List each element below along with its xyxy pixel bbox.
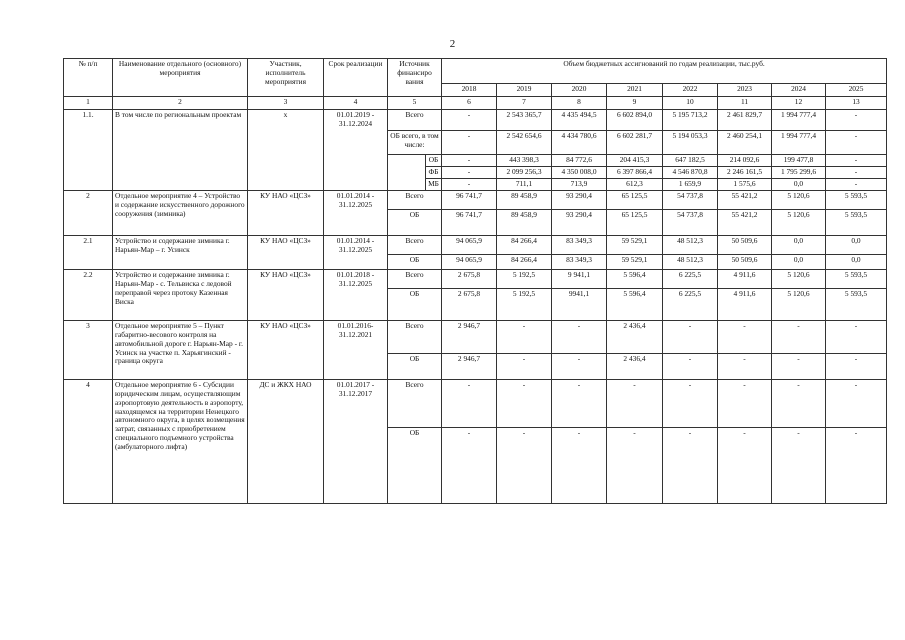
funding-source: ОБ	[426, 155, 442, 167]
column-number: 8	[552, 97, 607, 110]
table-row	[64, 190, 887, 209]
budget-table	[63, 58, 887, 504]
year-amount: 204 415,3	[607, 155, 663, 167]
header-period: Срок реализации	[324, 59, 388, 97]
year-amount: 54 737,8	[663, 209, 718, 235]
year-header: 2020	[552, 84, 607, 97]
funding-source: ОБ	[388, 254, 442, 269]
header-executor: Участник, исполнитель мероприятия	[248, 59, 324, 97]
funding-source: Всего	[388, 269, 442, 288]
year-amount: 2 542 654,6	[497, 131, 552, 155]
table-row	[64, 379, 887, 427]
year-amount: 50 509,6	[718, 254, 772, 269]
year-amount: 2 436,4	[607, 320, 663, 353]
year-amount: 6 602 894,0	[607, 110, 663, 131]
year-amount: 5 194 053,3	[663, 131, 718, 155]
year-amount: 2 675,8	[442, 269, 497, 288]
year-amount: -	[663, 353, 718, 379]
funding-source: Всего	[388, 110, 442, 131]
source-indent	[388, 155, 426, 191]
year-amount: 214 092,6	[718, 155, 772, 167]
table-row	[64, 269, 887, 288]
column-number: 6	[442, 97, 497, 110]
year-amount: -	[442, 178, 497, 190]
funding-source: ФБ	[426, 166, 442, 178]
column-number: 13	[826, 97, 887, 110]
year-amount: 2 460 254,1	[718, 131, 772, 155]
year-amount: 2 946,7	[442, 320, 497, 353]
year-amount: 4 435 494,5	[552, 110, 607, 131]
year-amount: -	[663, 379, 718, 427]
year-amount: 65 125,5	[607, 190, 663, 209]
year-amount: 55 421,2	[718, 190, 772, 209]
year-amount: 0,0	[772, 254, 826, 269]
implementation-period: 01.01.2018 - 31.12.2025	[324, 269, 388, 320]
year-amount: 4 350 008,0	[552, 166, 607, 178]
year-amount: -	[663, 427, 718, 503]
funding-source: Всего	[388, 235, 442, 254]
row-number: 4	[64, 379, 113, 503]
year-amount: -	[497, 320, 552, 353]
year-amount: 6 225,5	[663, 269, 718, 288]
executor: КУ НАО «ЦСЗ»	[248, 235, 324, 269]
year-amount: 2 946,7	[442, 353, 497, 379]
table-row	[64, 235, 887, 254]
year-amount: 84 772,6	[552, 155, 607, 167]
year-amount: 96 741,7	[442, 190, 497, 209]
year-amount: -	[497, 353, 552, 379]
year-amount: -	[772, 353, 826, 379]
year-amount: 647 182,5	[663, 155, 718, 167]
year-amount: -	[442, 166, 497, 178]
column-number: 1	[64, 97, 113, 110]
header-name: Наименование отдельного (основного) мероприятия	[113, 59, 248, 97]
year-amount: -	[607, 427, 663, 503]
page-number: 2	[449, 38, 456, 50]
year-amount: 5 593,5	[826, 269, 887, 288]
column-number: 3	[248, 97, 324, 110]
year-header: 2021	[607, 84, 663, 97]
year-amount: 5 593,5	[826, 190, 887, 209]
year-amount: -	[442, 427, 497, 503]
year-amount: -	[552, 379, 607, 427]
funding-source: ОБ	[388, 288, 442, 320]
year-amount: 5 120,6	[772, 288, 826, 320]
year-amount: 1 994 777,4	[772, 131, 826, 155]
year-amount: 199 477,8	[772, 155, 826, 167]
year-amount: -	[442, 155, 497, 167]
year-amount: 2 099 256,3	[497, 166, 552, 178]
year-amount: 59 529,1	[607, 235, 663, 254]
year-amount: -	[826, 131, 887, 155]
implementation-period: 01.01.2014 - 31.12.2025	[324, 190, 388, 235]
year-amount: -	[718, 427, 772, 503]
year-amount: 1 575,6	[718, 178, 772, 190]
year-amount: 5 192,5	[497, 288, 552, 320]
year-amount: 713,9	[552, 178, 607, 190]
column-number: 5	[388, 97, 442, 110]
implementation-period: 01.01.2014 - 31.12.2025	[324, 235, 388, 269]
year-amount: -	[718, 320, 772, 353]
year-amount: 2 543 365,7	[497, 110, 552, 131]
year-amount: 9 941,1	[552, 269, 607, 288]
year-amount: 93 290,4	[552, 209, 607, 235]
row-number: 2.2	[64, 269, 113, 320]
year-amount: -	[663, 320, 718, 353]
year-amount: -	[497, 379, 552, 427]
year-amount: -	[772, 427, 826, 503]
column-number: 11	[718, 97, 772, 110]
year-amount: -	[607, 379, 663, 427]
year-amount: 1 659,9	[663, 178, 718, 190]
year-amount: 48 512,3	[663, 254, 718, 269]
year-amount: -	[826, 155, 887, 167]
year-amount: 55 421,2	[718, 209, 772, 235]
year-amount: -	[442, 379, 497, 427]
year-header: 2023	[718, 84, 772, 97]
year-amount: 4 546 870,8	[663, 166, 718, 178]
year-amount: 4 911,6	[718, 288, 772, 320]
year-amount: -	[826, 110, 887, 131]
year-amount: -	[718, 353, 772, 379]
year-amount: 84 266,4	[497, 235, 552, 254]
measure-name: Отдельное мероприятие 5 – Пункт габаритно-весового контроля на автомобильной дороге г. Нарьян-Мар - г. Усинск на участке п. Харьягинский - граница округа	[113, 320, 248, 379]
year-amount: 5 120,6	[772, 209, 826, 235]
year-amount: -	[826, 379, 887, 427]
year-amount: 0,0	[826, 254, 887, 269]
year-amount: -	[772, 320, 826, 353]
funding-source: ОБ	[388, 209, 442, 235]
year-amount: -	[552, 320, 607, 353]
measure-name: В том числе по региональным проектам	[113, 110, 248, 191]
year-amount: 2 675,8	[442, 288, 497, 320]
year-amount: 83 349,3	[552, 254, 607, 269]
column-number: 2	[113, 97, 248, 110]
year-amount: 2 246 161,5	[718, 166, 772, 178]
year-amount: -	[772, 379, 826, 427]
year-amount: -	[826, 427, 887, 503]
year-amount: 5 120,6	[772, 190, 826, 209]
row-number: 3	[64, 320, 113, 379]
year-amount: 612,3	[607, 178, 663, 190]
year-amount: 4 434 780,6	[552, 131, 607, 155]
executor: КУ НАО «ЦСЗ»	[248, 269, 324, 320]
column-number: 10	[663, 97, 718, 110]
measure-name: Устройство и содержание зимника г. Нарьян-Мар - с. Тельвиска с ледовой переправой через протоку Казенная Виска	[113, 269, 248, 320]
funding-source: Всего	[388, 379, 442, 427]
year-amount: -	[826, 353, 887, 379]
header-num: № п/п	[64, 59, 113, 97]
year-amount: 5 120,6	[772, 269, 826, 288]
year-amount: -	[497, 427, 552, 503]
year-amount: 94 065,9	[442, 235, 497, 254]
year-amount: 5 593,5	[826, 288, 887, 320]
year-header: 2018	[442, 84, 497, 97]
column-number: 12	[772, 97, 826, 110]
row-number: 1.1.	[64, 110, 113, 191]
year-amount: 96 741,7	[442, 209, 497, 235]
year-amount: 0,0	[772, 178, 826, 190]
year-header: 2022	[663, 84, 718, 97]
funding-source: Всего	[388, 320, 442, 353]
year-amount: 6 397 866,4	[607, 166, 663, 178]
year-header: 2019	[497, 84, 552, 97]
measure-name: Отдельное мероприятие 6 - Субсидии юридическим лицам, осуществляющим аэропортовую деятельность в аэропорту, находящемся на территории Ненецкого автономного округа, в целях возмещения затрат, связанных с приобретением специального подъемного устройства (амбулаторного лифта)	[113, 379, 248, 503]
year-amount: 1 795 299,6	[772, 166, 826, 178]
year-amount: -	[442, 131, 497, 155]
year-amount: 2 436,4	[607, 353, 663, 379]
column-number: 7	[497, 97, 552, 110]
year-amount: 5 596,4	[607, 288, 663, 320]
year-amount: -	[826, 320, 887, 353]
header-source: Источник финансиро вания	[388, 59, 442, 97]
year-amount: 443 398,3	[497, 155, 552, 167]
year-amount: 6 602 281,7	[607, 131, 663, 155]
executor: ДС и ЖКХ НАО	[248, 379, 324, 503]
year-amount: 59 529,1	[607, 254, 663, 269]
year-amount: 84 266,4	[497, 254, 552, 269]
measure-name: Отдельное мероприятие 4 – Устройство и содержание искусственного дорожного сооружения (зимника)	[113, 190, 248, 235]
year-amount: 93 290,4	[552, 190, 607, 209]
year-amount: -	[552, 353, 607, 379]
table-row	[64, 110, 887, 131]
year-amount: -	[552, 427, 607, 503]
implementation-period: 01.01.2017 - 31.12.2017	[324, 379, 388, 503]
column-number: 4	[324, 97, 388, 110]
executor: х	[248, 110, 324, 191]
year-amount: 94 065,9	[442, 254, 497, 269]
funding-source: ОБ всего, в том числе:	[388, 131, 442, 155]
implementation-period: 01.01.2019 - 31.12.2024	[324, 110, 388, 191]
year-amount: 9941,1	[552, 288, 607, 320]
year-amount: 0,0	[772, 235, 826, 254]
year-amount: 0,0	[826, 235, 887, 254]
year-amount: 1 994 777,4	[772, 110, 826, 131]
year-amount: 6 225,5	[663, 288, 718, 320]
row-number: 2	[64, 190, 113, 235]
year-amount: 5 596,4	[607, 269, 663, 288]
table-row	[64, 320, 887, 353]
year-amount: 50 509,6	[718, 235, 772, 254]
year-amount: -	[442, 110, 497, 131]
year-amount: 5 593,5	[826, 209, 887, 235]
funding-source: ОБ	[388, 353, 442, 379]
header-volume: Объем бюджетных ассигнований по годам реализации, тыс.руб.	[442, 59, 887, 84]
year-amount: 54 737,8	[663, 190, 718, 209]
year-amount: 65 125,5	[607, 209, 663, 235]
funding-source: Всего	[388, 190, 442, 209]
executor: КУ НАО «ЦСЗ»	[248, 190, 324, 235]
year-amount: 83 349,3	[552, 235, 607, 254]
year-amount: -	[826, 166, 887, 178]
year-amount: -	[826, 178, 887, 190]
funding-source: МБ	[426, 178, 442, 190]
year-amount: 2 461 829,7	[718, 110, 772, 131]
year-amount: 5 192,5	[497, 269, 552, 288]
implementation-period: 01.01.2016- 31.12.2021	[324, 320, 388, 379]
year-amount: 5 195 713,2	[663, 110, 718, 131]
year-amount: 4 911,6	[718, 269, 772, 288]
funding-source: ОБ	[388, 427, 442, 503]
year-header: 2025	[826, 84, 887, 97]
year-amount: 89 458,9	[497, 190, 552, 209]
year-header: 2024	[772, 84, 826, 97]
row-number: 2.1	[64, 235, 113, 269]
executor: КУ НАО «ЦСЗ»	[248, 320, 324, 379]
column-number: 9	[607, 97, 663, 110]
year-amount: -	[718, 379, 772, 427]
measure-name: Устройство и содержание зимника г. Нарьян-Мар – г. Усинск	[113, 235, 248, 269]
year-amount: 711,1	[497, 178, 552, 190]
year-amount: 48 512,3	[663, 235, 718, 254]
year-amount: 89 458,9	[497, 209, 552, 235]
